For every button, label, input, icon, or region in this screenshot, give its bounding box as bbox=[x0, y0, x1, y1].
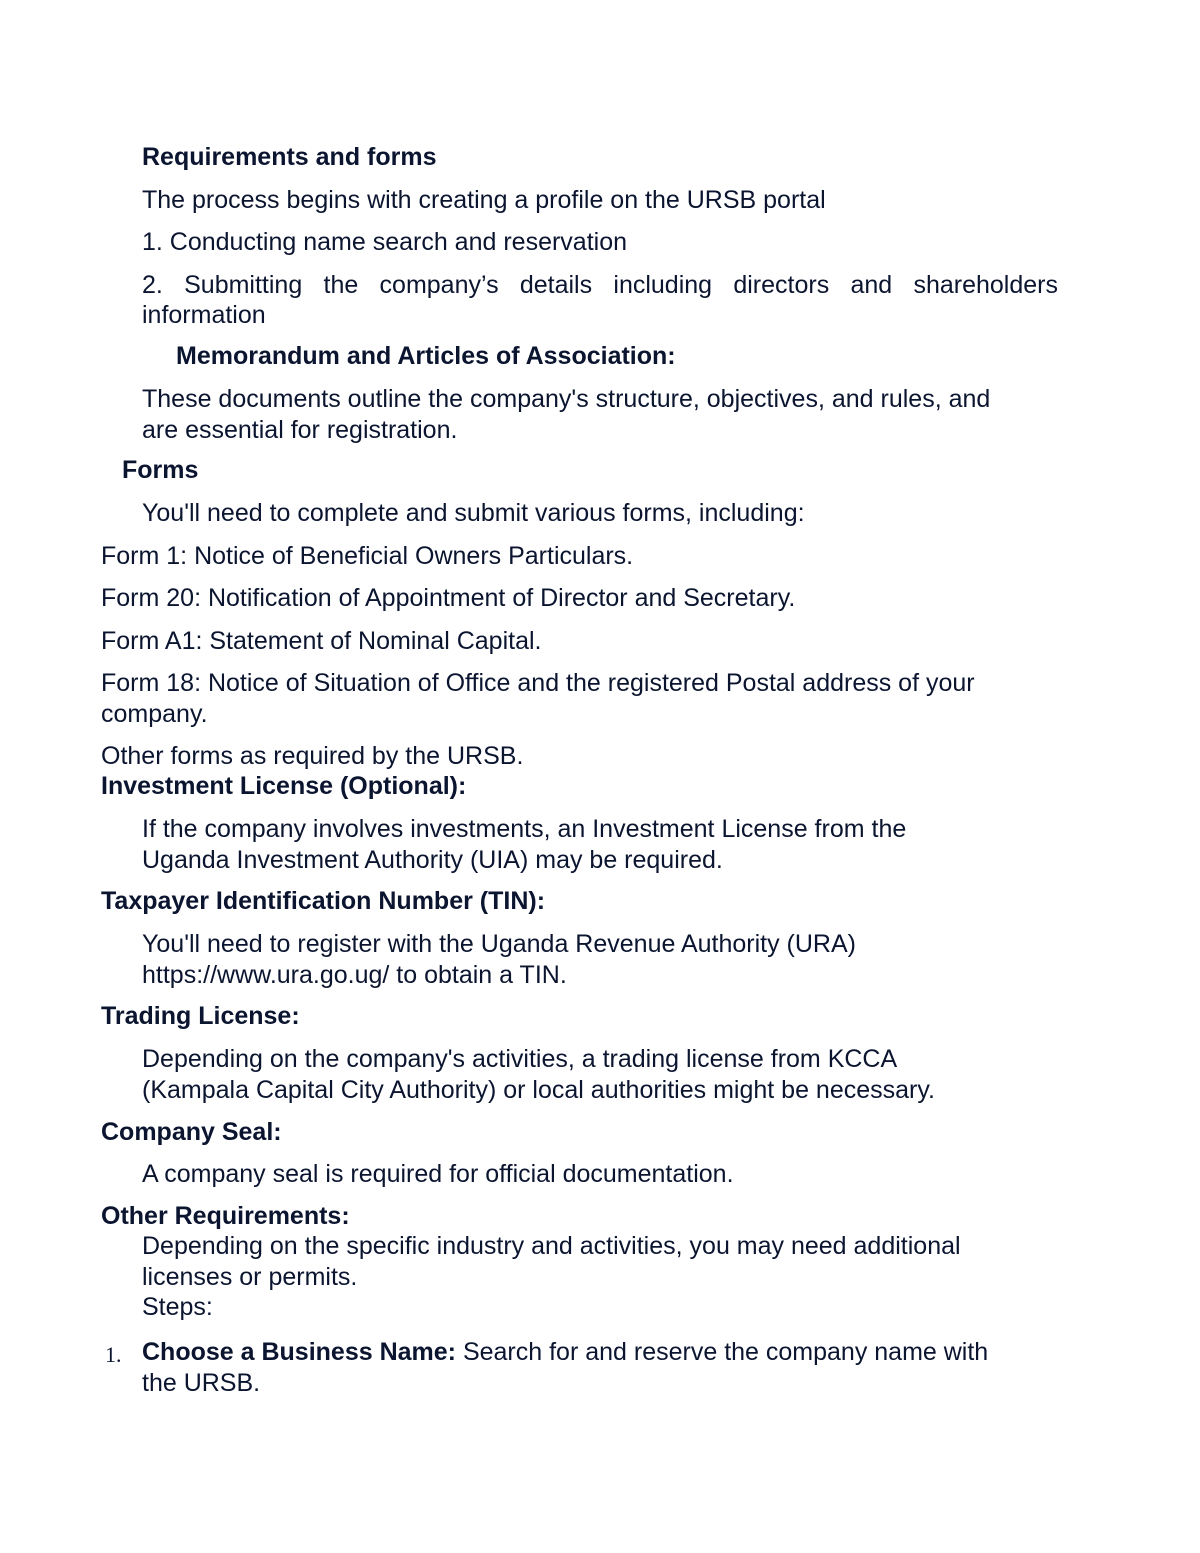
form-item: Form A1: Statement of Nominal Capital. bbox=[101, 627, 542, 655]
process-step-1: 1. Conducting name search and reservation bbox=[142, 228, 628, 256]
other-line-1: Depending on the specific industry and activities, you may need additional bbox=[142, 1232, 961, 1260]
form-item-continued: company. bbox=[101, 700, 208, 728]
other-line-2: licenses or permits. bbox=[142, 1263, 358, 1291]
memorandum-line-2: are essential for registration. bbox=[142, 416, 458, 444]
step-1-line-1 bbox=[142, 1337, 988, 1368]
step-1-title: Choose a Business Name: bbox=[142, 1338, 456, 1366]
memorandum-line-1: These documents outline the company's structure, objectives, and rules, and bbox=[142, 385, 991, 413]
tin-line-2: https://www.ura.go.ug/ to obtain a TIN. bbox=[142, 961, 567, 989]
form-item: Form 1: Notice of Beneficial Owners Particulars. bbox=[101, 542, 634, 570]
form-item: Other forms as required by the URSB. bbox=[101, 742, 524, 770]
process-step-2 bbox=[142, 270, 1058, 301]
forms-heading: Forms bbox=[122, 456, 199, 484]
process-step-2-line-2: information bbox=[142, 301, 266, 329]
intro-text: The process begins with creating a profile on the URSB portal bbox=[142, 186, 826, 214]
other-heading: Other Requirements: bbox=[101, 1202, 350, 1230]
investment-heading: Investment License (Optional): bbox=[101, 772, 467, 800]
step-number: 1. bbox=[105, 1342, 122, 1367]
seal-heading: Company Seal: bbox=[101, 1118, 282, 1146]
forms-intro: You'll need to complete and submit various forms, including: bbox=[142, 499, 805, 527]
tin-heading: Taxpayer Identification Number (TIN): bbox=[101, 887, 546, 915]
seal-line-1: A company seal is required for official documentation. bbox=[142, 1160, 734, 1188]
steps-label: Steps: bbox=[142, 1293, 213, 1321]
trading-line-2: (Kampala Capital City Authority) or local authorities might be necessary. bbox=[142, 1076, 935, 1104]
memorandum-heading: Memorandum and Articles of Association: bbox=[176, 342, 676, 370]
step-1-text: Search for and reserve the company name with bbox=[456, 1338, 989, 1366]
tin-line-1: You'll need to register with the Uganda Revenue Authority (URA) bbox=[142, 930, 856, 958]
investment-line-1: If the company involves investments, an Investment License from the bbox=[142, 815, 907, 843]
trading-heading: Trading License: bbox=[101, 1002, 300, 1030]
trading-line-1: Depending on the company's activities, a trading license from KCCA bbox=[142, 1045, 898, 1073]
form-item: Form 20: Notification of Appointment of Director and Secretary. bbox=[101, 584, 796, 612]
process-step-2-line-1: 2. Submitting the company’s details including directors and shareholders bbox=[142, 271, 1058, 299]
form-item: Form 18: Notice of Situation of Office and the registered Postal address of your bbox=[101, 669, 975, 697]
step-1-line-2: the URSB. bbox=[142, 1369, 261, 1397]
investment-line-2: Uganda Investment Authority (UIA) may be required. bbox=[142, 846, 723, 874]
section-heading: Requirements and forms bbox=[142, 143, 437, 171]
